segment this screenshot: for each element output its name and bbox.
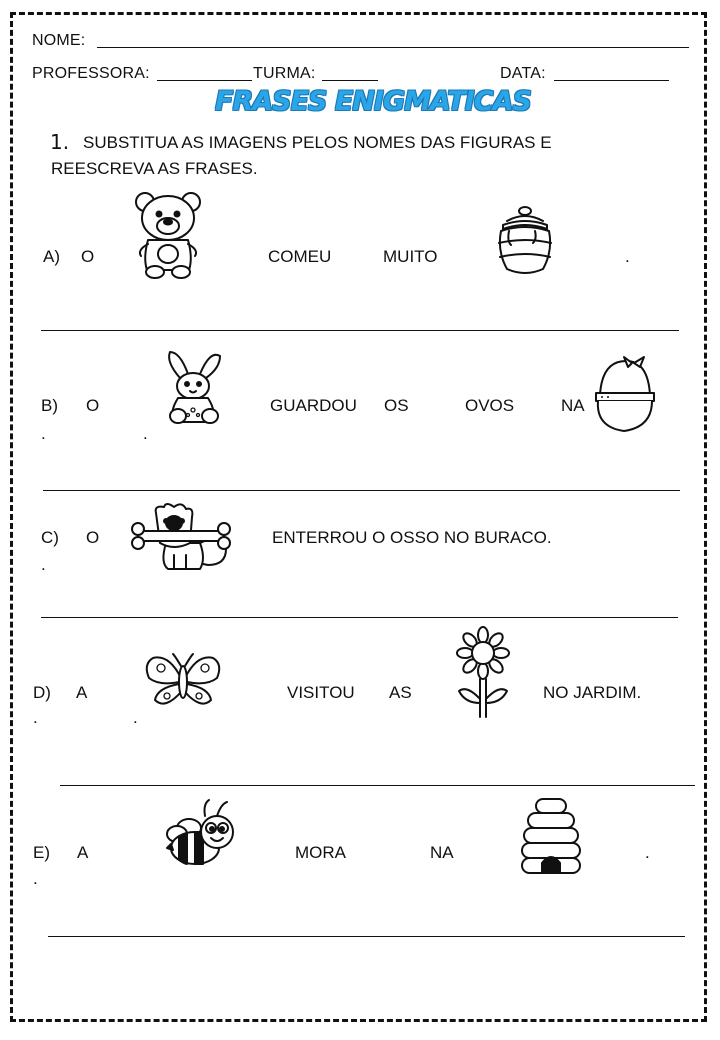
item-a-letter: A) xyxy=(43,247,60,266)
flower-icon xyxy=(455,627,511,719)
instruction-line-2: REESCREVA AS FRASES. xyxy=(51,159,258,178)
turma-field[interactable] xyxy=(322,80,378,81)
item-e-word: A xyxy=(77,843,89,862)
item-d-word: . xyxy=(33,708,38,727)
item-a-word: O xyxy=(81,247,95,266)
dog-icon xyxy=(130,503,230,573)
item-b-word: OS xyxy=(384,396,409,415)
item-c-sentence: ENTERROU O OSSO NO BURACO. xyxy=(272,528,552,547)
instruction-line-1: SUBSTITUA AS IMAGENS PELOS NOMES DAS FIGURAS E xyxy=(83,133,552,152)
item-a-word: . xyxy=(625,247,630,266)
item-a-word: MUITO xyxy=(383,247,438,266)
bee-icon xyxy=(165,798,237,868)
item-d-word: VISITOU xyxy=(287,683,355,702)
item-c-word: . xyxy=(41,555,46,574)
page-title: FRASES ENIGMATICAS xyxy=(215,86,531,117)
nome-label: NOME: xyxy=(32,32,86,49)
honey-pot-icon xyxy=(495,203,555,275)
answer-line-e[interactable] xyxy=(48,936,685,937)
item-d-word: A xyxy=(76,683,88,702)
item-d-letter: D) xyxy=(33,683,51,702)
item-d-sentence-end: NO JARDIM. xyxy=(543,683,642,702)
nome-field[interactable] xyxy=(97,47,689,48)
answer-line-a[interactable] xyxy=(41,330,679,331)
item-e-word: . xyxy=(33,869,38,888)
data-field[interactable] xyxy=(554,80,669,81)
item-b-word: OVOS xyxy=(465,396,515,415)
item-c-word: O xyxy=(86,528,100,547)
data-label: DATA: xyxy=(500,65,546,82)
answer-line-b[interactable] xyxy=(43,490,680,491)
beehive-icon xyxy=(518,797,584,875)
item-b-word: . xyxy=(143,424,148,443)
turma-label: TURMA: xyxy=(253,65,316,82)
item-e-word: NA xyxy=(430,843,454,862)
item-a-word: COMEU xyxy=(268,247,332,266)
butterfly-icon xyxy=(143,652,223,712)
answer-line-c[interactable] xyxy=(41,617,678,618)
item-b-word: NA xyxy=(561,396,585,415)
item-e-word: . xyxy=(645,843,650,862)
item-b-word: GUARDOU xyxy=(270,396,357,415)
item-e-word: MORA xyxy=(295,843,346,862)
answer-line-d[interactable] xyxy=(60,785,695,786)
item-d-word: . xyxy=(133,708,138,727)
professora-field[interactable] xyxy=(157,80,252,81)
item-b-letter: B) xyxy=(41,396,58,415)
basket-icon xyxy=(594,355,656,435)
item-e-letter: E) xyxy=(33,843,50,862)
exercise-number: 1. xyxy=(50,130,70,154)
item-b-word: . xyxy=(41,424,46,443)
bear-icon xyxy=(133,188,203,280)
rabbit-icon xyxy=(160,348,226,426)
item-b-word: O xyxy=(86,396,100,415)
item-c-letter: C) xyxy=(41,528,59,547)
professora-label: PROFESSORA: xyxy=(32,65,150,82)
item-d-word: AS xyxy=(389,683,412,702)
